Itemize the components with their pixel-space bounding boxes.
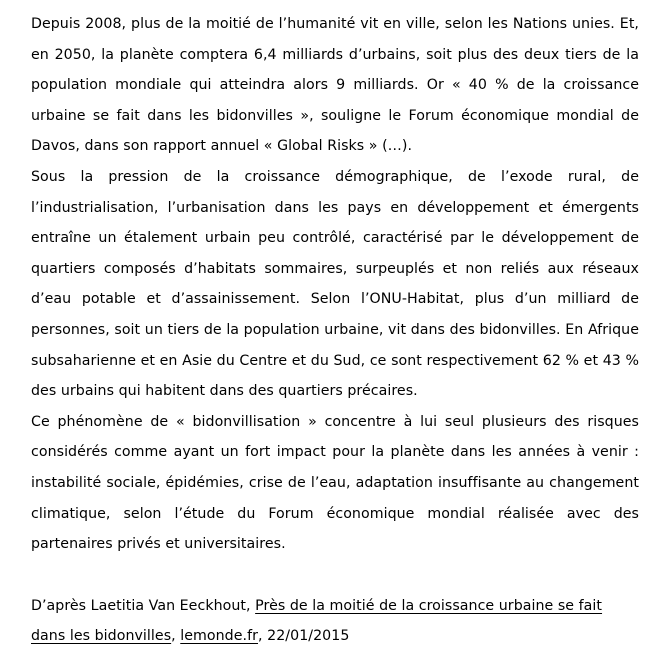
source-citation [31, 591, 639, 651]
paragraph-2: Sous la pression de la croissance démographique, de l’exode rural, de l’industrialisation, l’urbanisation dans les pays en développement et émergents entraîne un étalement urbain peu contrôlé, caractérisé par le développement de quartiers composés d’habitats sommaires, surpeuplés et non reliés aux réseaux d’eau potable et d’assainissement. Selon l’ONU-Habitat, plus d’un milliard de personnes, soit un tiers de la population urbaine, vit dans des bidonvilles. En Afrique subsaharienne et en Asie du Centre et du Sud, ce sont respectivement 62 % et 43 % des urbains qui habitent dans des quartiers précaires. [31, 168, 639, 400]
document-page [31, 9, 639, 651]
paragraph-1: Depuis 2008, plus de la moitié de l’humanité vit en ville, selon les Nations unies. Et, en 2050, la planète comptera 6,4 milliards d’urbains, soit plus des deux tiers de la population mondiale qui atteindra alors 9 milliards. Or « 40 % de la croissance urbaine se fait dans les bidonvilles », souligne le Forum économique mondial de Davos, dans son rapport annuel « Global Risks » (…). [31, 16, 639, 155]
article-title-link[interactable]: Près de la moitié de la croissance urbaine se fait dans les bidonvilles [31, 597, 603, 644]
paragraph-3: Ce phénomène de « bidonvillisation » concentre à lui seul plusieurs des risques considérés comme ayant un fort impact pour la planète dans les années à venir : instabilité sociale, épidémies, crise de l’eau, adaptation insuffisante au changement climatique, selon l’étude du Forum économique mondial réalisée avec des partenaires privés et universitaires. [31, 413, 639, 553]
source-separator-1: , [171, 627, 181, 644]
source-separator-2: , [258, 627, 268, 644]
source-prefix: D’après Laetitia Van Eeckhout, [31, 597, 256, 614]
site-link[interactable]: lemonde.fr [180, 627, 259, 644]
source-date: 22/01/2015 [267, 627, 350, 644]
